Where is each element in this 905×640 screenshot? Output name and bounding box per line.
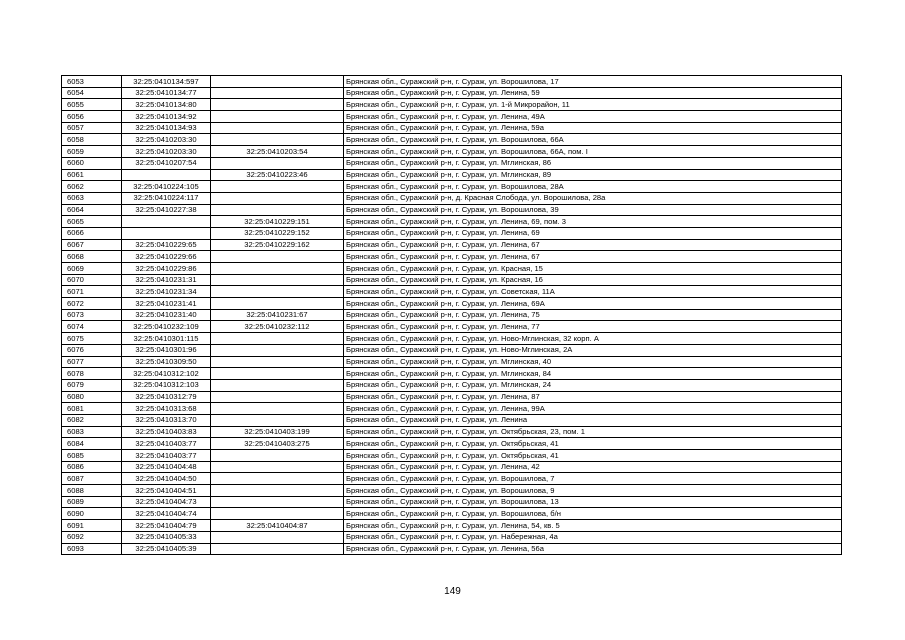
row-number-cell: 6074 (62, 321, 122, 333)
row-number-cell: 6085 (62, 450, 122, 462)
address-cell: Брянская обл., Суражский р-н, г. Сураж, ул. Ново-Мглинская, 32 корп. А (344, 333, 842, 345)
table-row (62, 438, 842, 450)
address-cell: Брянская обл., Суражский р-н, г. Сураж, ул. Ленина, 87 (344, 391, 842, 403)
row-number-cell: 6057 (62, 122, 122, 134)
address-cell: Брянская обл., Суражский р-н, г. Сураж, ул. Ленина, 54, кв. 5 (344, 520, 842, 532)
table-row (62, 356, 842, 368)
cadastral-number-secondary-cell: 32:25:0410229:162 (211, 239, 344, 251)
address-cell: Брянская обл., Суражский р-н, г. Сураж, ул. Октябрьская, 41 (344, 450, 842, 462)
cadastral-number-secondary-cell (211, 379, 344, 391)
cadastral-number-cell: 32:25:0410404:48 (122, 461, 211, 473)
row-number-cell: 6077 (62, 356, 122, 368)
cadastral-number-secondary-cell (211, 333, 344, 345)
cadastral-number-secondary-cell: 32:25:0410223:46 (211, 169, 344, 181)
address-cell: Брянская обл., Суражский р-н, г. Сураж, ул. Ворошилова, 28А (344, 181, 842, 193)
cadastral-number-cell: 32:25:0410403:77 (122, 438, 211, 450)
cadastral-number-secondary-cell: 32:25:0410403:275 (211, 438, 344, 450)
cadastral-number-secondary-cell: 32:25:0410403:199 (211, 426, 344, 438)
table-row (62, 531, 842, 543)
table-row (62, 473, 842, 485)
cadastral-number-secondary-cell (211, 473, 344, 485)
address-cell: Брянская обл., Суражский р-н, г. Сураж, ул. Ленина, 99А (344, 403, 842, 415)
row-number-cell: 6080 (62, 391, 122, 403)
cadastral-number-secondary-cell (211, 485, 344, 497)
table-row (62, 146, 842, 158)
table-row (62, 157, 842, 169)
table-row (62, 391, 842, 403)
row-number-cell: 6075 (62, 333, 122, 345)
registry-table (61, 75, 842, 555)
row-number-cell: 6060 (62, 157, 122, 169)
table-row (62, 321, 842, 333)
cadastral-number-cell: 32:25:0410231:41 (122, 298, 211, 310)
table-row (62, 414, 842, 426)
row-number-cell: 6079 (62, 379, 122, 391)
address-cell: Брянская обл., Суражский р-н, д. Красная Слобода, ул. Ворошилова, 28а (344, 192, 842, 204)
row-number-cell: 6084 (62, 438, 122, 450)
address-cell: Брянская обл., Суражский р-н, г. Сураж, ул. Мглинская, 84 (344, 368, 842, 380)
table-row (62, 239, 842, 251)
table-row (62, 344, 842, 356)
cadastral-number-cell: 32:25:0410404:79 (122, 520, 211, 532)
row-number-cell: 6058 (62, 134, 122, 146)
cadastral-number-secondary-cell: 32:25:0410231:67 (211, 309, 344, 321)
address-cell: Брянская обл., Суражский р-н, г. Сураж, ул. Ленина, 75 (344, 309, 842, 321)
cadastral-number-secondary-cell (211, 286, 344, 298)
cadastral-number-secondary-cell (211, 543, 344, 555)
address-cell: Брянская обл., Суражский р-н, г. Сураж, ул. Ленина, 69 (344, 227, 842, 239)
row-number-cell: 6059 (62, 146, 122, 158)
cadastral-number-cell: 32:25:0410229:86 (122, 263, 211, 275)
table-row (62, 520, 842, 532)
cadastral-number-cell: 32:25:0410404:50 (122, 473, 211, 485)
row-number-cell: 6070 (62, 274, 122, 286)
cadastral-number-secondary-cell (211, 531, 344, 543)
cadastral-number-secondary-cell (211, 157, 344, 169)
address-cell: Брянская обл., Суражский р-н, г. Сураж, ул. Ленина, 67 (344, 239, 842, 251)
address-cell: Брянская обл., Суражский р-н, г. Сураж, ул. Ворошилова, б/н (344, 508, 842, 520)
row-number-cell: 6055 (62, 99, 122, 111)
address-cell: Брянская обл., Суражский р-н, г. Сураж, ул. Мглинская, 40 (344, 356, 842, 368)
table-row (62, 450, 842, 462)
address-cell: Брянская обл., Суражский р-н, г. Сураж, ул. Ленина, 59 (344, 87, 842, 99)
address-cell: Брянская обл., Суражский р-н, г. Сураж, ул. Ленина, 56а (344, 543, 842, 555)
row-number-cell: 6081 (62, 403, 122, 415)
table-row (62, 333, 842, 345)
row-number-cell: 6069 (62, 263, 122, 275)
address-cell: Брянская обл., Суражский р-н, г. Сураж, ул. Ленина, 67 (344, 251, 842, 263)
cadastral-number-cell (122, 227, 211, 239)
table-body (62, 76, 842, 555)
cadastral-number-secondary-cell (211, 192, 344, 204)
row-number-cell: 6088 (62, 485, 122, 497)
table-row (62, 111, 842, 123)
cadastral-number-cell: 32:25:0410404:51 (122, 485, 211, 497)
cadastral-number-cell: 32:25:0410405:39 (122, 543, 211, 555)
address-cell: Брянская обл., Суражский р-н, г. Сураж, ул. Ленина, 49А (344, 111, 842, 123)
address-cell: Брянская обл., Суражский р-н, г. Сураж, ул. Мглинская, 86 (344, 157, 842, 169)
cadastral-number-cell: 32:25:0410312:102 (122, 368, 211, 380)
cadastral-number-cell: 32:25:0410134:93 (122, 122, 211, 134)
address-cell: Брянская обл., Суражский р-н, г. Сураж, ул. Ворошилова, 7 (344, 473, 842, 485)
row-number-cell: 6073 (62, 309, 122, 321)
cadastral-number-secondary-cell (211, 87, 344, 99)
cadastral-number-cell: 32:25:0410301:96 (122, 344, 211, 356)
address-cell: Брянская обл., Суражский р-н, г. Сураж, ул. Ленина, 69, пом. 3 (344, 216, 842, 228)
row-number-cell: 6071 (62, 286, 122, 298)
cadastral-number-cell: 32:25:0410301:115 (122, 333, 211, 345)
row-number-cell: 6090 (62, 508, 122, 520)
table-row (62, 181, 842, 193)
cadastral-number-cell: 32:25:0410312:103 (122, 379, 211, 391)
row-number-cell: 6072 (62, 298, 122, 310)
address-cell: Брянская обл., Суражский р-н, г. Сураж, ул. Ворошилова, 9 (344, 485, 842, 497)
table-row (62, 251, 842, 263)
row-number-cell: 6091 (62, 520, 122, 532)
row-number-cell: 6064 (62, 204, 122, 216)
table-row (62, 122, 842, 134)
page-number: 149 (444, 586, 461, 597)
cadastral-number-cell: 32:25:0410313:70 (122, 414, 211, 426)
cadastral-number-cell: 32:25:0410309:50 (122, 356, 211, 368)
address-cell: Брянская обл., Суражский р-н, г. Сураж, ул. 1-й Микрорайон, 11 (344, 99, 842, 111)
cadastral-number-secondary-cell (211, 134, 344, 146)
cadastral-number-cell: 32:25:0410134:80 (122, 99, 211, 111)
address-cell: Брянская обл., Суражский р-н, г. Сураж, ул. Ленина, 77 (344, 321, 842, 333)
cadastral-number-secondary-cell (211, 368, 344, 380)
table-row (62, 87, 842, 99)
cadastral-number-cell: 32:25:0410203:30 (122, 146, 211, 158)
table-row (62, 227, 842, 239)
cadastral-number-secondary-cell (211, 204, 344, 216)
address-cell: Брянская обл., Суражский р-н, г. Сураж, ул. Ленина (344, 414, 842, 426)
address-cell: Брянская обл., Суражский р-н, г. Сураж, ул. Мглинская, 24 (344, 379, 842, 391)
table-row (62, 403, 842, 415)
cadastral-number-cell: 32:25:0410231:40 (122, 309, 211, 321)
address-cell: Брянская обл., Суражский р-н, г. Сураж, ул. Ленина, 59а (344, 122, 842, 134)
cadastral-number-cell: 32:25:0410227:38 (122, 204, 211, 216)
cadastral-number-secondary-cell: 32:25:0410404:87 (211, 520, 344, 532)
row-number-cell: 6082 (62, 414, 122, 426)
table-row (62, 216, 842, 228)
cadastral-number-secondary-cell (211, 344, 344, 356)
cadastral-number-secondary-cell (211, 403, 344, 415)
cadastral-number-secondary-cell (211, 414, 344, 426)
row-number-cell: 6067 (62, 239, 122, 251)
row-number-cell: 6066 (62, 227, 122, 239)
row-number-cell: 6089 (62, 496, 122, 508)
address-cell: Брянская обл., Суражский р-н, г. Сураж, ул. Набережная, 4а (344, 531, 842, 543)
cadastral-number-cell: 32:25:0410229:66 (122, 251, 211, 263)
table-row (62, 204, 842, 216)
table-row (62, 99, 842, 111)
cadastral-number-secondary-cell (211, 76, 344, 88)
address-cell: Брянская обл., Суражский р-н, г. Сураж, ул. Красная, 16 (344, 274, 842, 286)
address-cell: Брянская обл., Суражский р-н, г. Сураж, ул. Красная, 15 (344, 263, 842, 275)
cadastral-number-secondary-cell (211, 298, 344, 310)
row-number-cell: 6087 (62, 473, 122, 485)
table-row (62, 368, 842, 380)
address-cell: Брянская обл., Суражский р-н, г. Сураж, ул. Ленина, 42 (344, 461, 842, 473)
cadastral-number-secondary-cell (211, 508, 344, 520)
cadastral-number-secondary-cell (211, 181, 344, 193)
cadastral-number-secondary-cell: 32:25:0410232:112 (211, 321, 344, 333)
cadastral-number-cell: 32:25:0410134:597 (122, 76, 211, 88)
row-number-cell: 6056 (62, 111, 122, 123)
table-row (62, 379, 842, 391)
table-row (62, 309, 842, 321)
row-number-cell: 6092 (62, 531, 122, 543)
cadastral-number-cell: 32:25:0410232:109 (122, 321, 211, 333)
address-cell: Брянская обл., Суражский р-н, г. Сураж, ул. Ворошилова, 13 (344, 496, 842, 508)
cadastral-number-secondary-cell (211, 274, 344, 286)
cadastral-number-secondary-cell (211, 122, 344, 134)
table-row (62, 496, 842, 508)
cadastral-number-cell (122, 216, 211, 228)
cadastral-number-secondary-cell (211, 111, 344, 123)
address-cell: Брянская обл., Суражский р-н, г. Сураж, ул. Октябрьская, 41 (344, 438, 842, 450)
address-cell: Брянская обл., Суражский р-н, г. Сураж, ул. Мглинская, 89 (344, 169, 842, 181)
cadastral-number-cell: 32:25:0410312:79 (122, 391, 211, 403)
table-row (62, 192, 842, 204)
row-number-cell: 6063 (62, 192, 122, 204)
cadastral-number-cell: 32:25:0410403:77 (122, 450, 211, 462)
cadastral-number-secondary-cell (211, 263, 344, 275)
cadastral-number-cell: 32:25:0410231:34 (122, 286, 211, 298)
table-row (62, 461, 842, 473)
cadastral-number-secondary-cell: 32:25:0410203:54 (211, 146, 344, 158)
cadastral-number-secondary-cell (211, 99, 344, 111)
address-cell: Брянская обл., Суражский р-н, г. Сураж, ул. Советская, 11А (344, 286, 842, 298)
row-number-cell: 6053 (62, 76, 122, 88)
address-cell: Брянская обл., Суражский р-н, г. Сураж, ул. Ворошилова, 66А (344, 134, 842, 146)
row-number-cell: 6076 (62, 344, 122, 356)
table-row (62, 134, 842, 146)
table-row (62, 508, 842, 520)
row-number-cell: 6093 (62, 543, 122, 555)
cadastral-number-cell: 32:25:0410134:92 (122, 111, 211, 123)
table-row (62, 274, 842, 286)
table-row (62, 286, 842, 298)
address-cell: Брянская обл., Суражский р-н, г. Сураж, ул. Ворошилова, 66А, пом. I (344, 146, 842, 158)
row-number-cell: 6065 (62, 216, 122, 228)
row-number-cell: 6086 (62, 461, 122, 473)
address-cell: Брянская обл., Суражский р-н, г. Сураж, ул. Ворошилова, 17 (344, 76, 842, 88)
cadastral-number-secondary-cell (211, 251, 344, 263)
cadastral-number-secondary-cell (211, 450, 344, 462)
cadastral-number-cell: 32:25:0410404:74 (122, 508, 211, 520)
cadastral-number-secondary-cell: 32:25:0410229:151 (211, 216, 344, 228)
cadastral-number-secondary-cell (211, 496, 344, 508)
cadastral-number-cell: 32:25:0410405:33 (122, 531, 211, 543)
cadastral-number-cell: 32:25:0410403:83 (122, 426, 211, 438)
cadastral-number-cell: 32:25:0410313:68 (122, 403, 211, 415)
table-row (62, 263, 842, 275)
cadastral-number-secondary-cell (211, 461, 344, 473)
cadastral-number-cell (122, 169, 211, 181)
table-row (62, 426, 842, 438)
address-cell: Брянская обл., Суражский р-н, г. Сураж, ул. Октябрьская, 23, пом. 1 (344, 426, 842, 438)
address-cell: Брянская обл., Суражский р-н, г. Сураж, ул. Ново-Мглинская, 2А (344, 344, 842, 356)
cadastral-number-cell: 32:25:0410231:31 (122, 274, 211, 286)
row-number-cell: 6078 (62, 368, 122, 380)
table-row (62, 169, 842, 181)
cadastral-number-secondary-cell (211, 391, 344, 403)
cadastral-number-secondary-cell: 32:25:0410229:152 (211, 227, 344, 239)
row-number-cell: 6061 (62, 169, 122, 181)
cadastral-number-cell: 32:25:0410229:65 (122, 239, 211, 251)
cadastral-number-secondary-cell (211, 356, 344, 368)
table-row (62, 543, 842, 555)
table-row (62, 485, 842, 497)
cadastral-number-cell: 32:25:0410224:117 (122, 192, 211, 204)
cadastral-number-cell: 32:25:0410134:77 (122, 87, 211, 99)
cadastral-number-cell: 32:25:0410207:54 (122, 157, 211, 169)
row-number-cell: 6083 (62, 426, 122, 438)
table-row (62, 298, 842, 310)
cadastral-number-cell: 32:25:0410404:73 (122, 496, 211, 508)
table-row (62, 76, 842, 88)
row-number-cell: 6062 (62, 181, 122, 193)
cadastral-number-cell: 32:25:0410224:105 (122, 181, 211, 193)
cadastral-number-cell: 32:25:0410203:30 (122, 134, 211, 146)
row-number-cell: 6054 (62, 87, 122, 99)
address-cell: Брянская обл., Суражский р-н, г. Сураж, ул. Ленина, 69А (344, 298, 842, 310)
address-cell: Брянская обл., Суражский р-н, г. Сураж, ул. Ворошилова, 39 (344, 204, 842, 216)
row-number-cell: 6068 (62, 251, 122, 263)
